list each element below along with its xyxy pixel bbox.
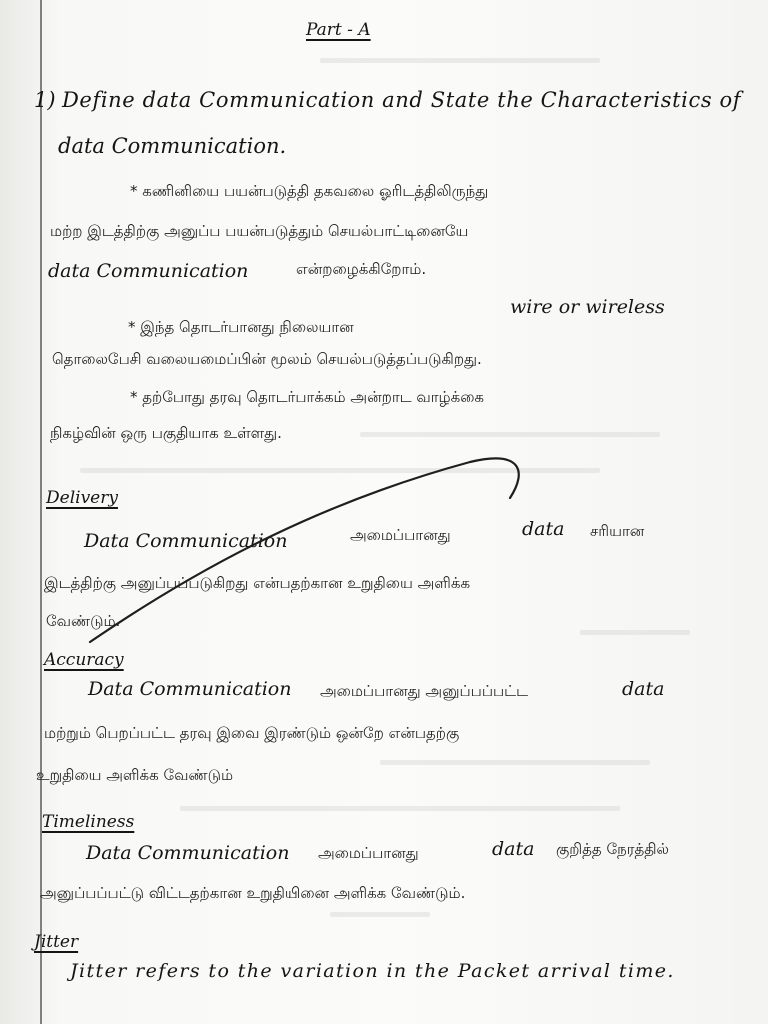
intro-point-3-line-1: * தற்போது தரவு தொடர்பாக்கம் அன்றாட வாழ்க்கை — [130, 388, 485, 406]
question-line-2: data Communication. — [58, 134, 287, 158]
intro-point-1-line-1: * கணினியை பயன்படுத்தி தகவலை ஓரிடத்திலிருந்து — [130, 182, 489, 200]
intro-point-2-english: wire or wireless — [510, 296, 665, 318]
jitter-line-1: Jitter refers to the variation in the Packet arrival time. — [70, 960, 675, 982]
accuracy-line-1-tamil: அமைப்பானது அனுப்பப்பட்ட — [320, 682, 529, 700]
timeliness-line-1-tamil-a: அமைப்பானது — [318, 844, 419, 862]
accuracy-line-2: மற்றும் பெறப்பட்ட தரவு இவை இரண்டும் ஒன்றே என்பதற்கு — [44, 724, 460, 742]
delivery-line-2: இடத்திற்கு அனுப்பப்படுகிறது என்பதற்கான உறுதியை அளிக்க — [44, 574, 471, 592]
heading-delivery: Delivery — [46, 488, 118, 508]
page-title: Part - A — [306, 20, 371, 40]
delivery-line-1-english: Data Communication — [84, 530, 288, 552]
timeliness-line-2: அனுப்பப்பட்டு விட்டதற்கான உறுதியினை அளிக்க வேண்டும். — [40, 884, 466, 902]
question-number: 1) — [34, 88, 56, 112]
intro-point-1-line-3-tamil: என்றழைக்கிறோம். — [296, 260, 427, 278]
accuracy-line-3: உறுதியை அளிக்க வேண்டும் — [36, 766, 234, 784]
heading-accuracy: Accuracy — [44, 650, 124, 670]
intro-point-1-line-2: மற்ற இடத்திற்கு அனுப்ப பயன்படுத்தும் செயல்பாட்டினையே — [50, 222, 469, 240]
intro-point-2-line-2: தொலைபேசி வலையமைப்பின் மூலம் செயல்படுத்தப்படுகிறது. — [52, 350, 482, 368]
timeliness-line-1-english: Data Communication — [86, 842, 290, 864]
accuracy-line-1-english: Data Communication — [88, 678, 292, 700]
intro-point-1-line-3-english: data Communication — [48, 260, 249, 282]
timeliness-line-1-tamil-b: குறித்த நேரத்தில் — [556, 840, 669, 858]
question-line-1: Define data Communication and State the Characteristics of — [62, 88, 742, 112]
intro-point-3-line-2: நிகழ்வின் ஒரு பகுதியாக உள்ளது. — [50, 424, 282, 442]
heading-jitter: Jitter — [34, 932, 79, 952]
delivery-line-1-tamil-a: அமைப்பானது — [350, 526, 451, 544]
delivery-line-3: வேண்டும். — [46, 612, 121, 630]
timeliness-line-1-data: data — [492, 838, 535, 860]
intro-point-2-line-1: * இந்த தொடர்பானது நிலையான — [128, 318, 354, 336]
heading-timeliness: Timeliness — [42, 812, 135, 832]
delivery-line-1-data: data — [522, 518, 565, 540]
delivery-line-1-tamil-b: சரியான — [590, 522, 645, 540]
accuracy-line-1-data: data — [622, 678, 665, 700]
